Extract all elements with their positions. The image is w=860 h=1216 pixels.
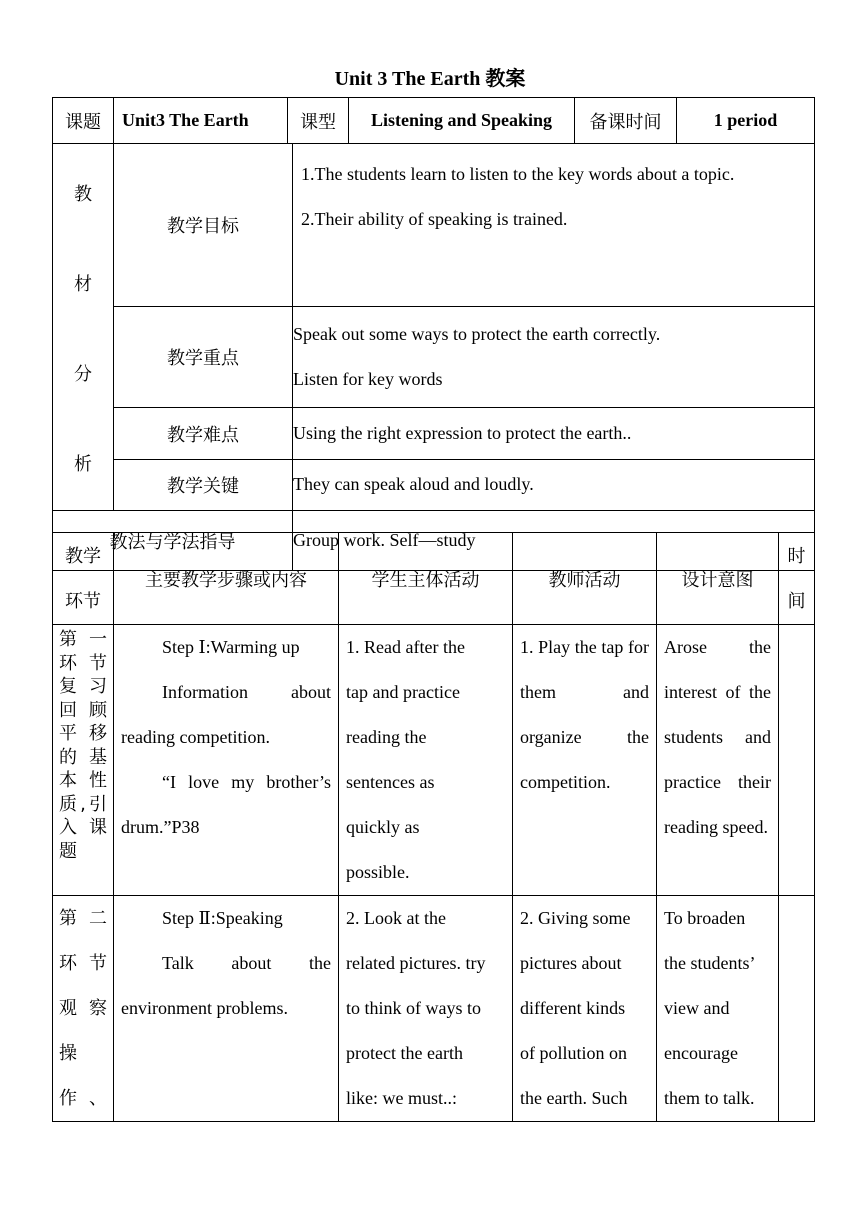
key-value: They can speak aloud and loudly.: [293, 459, 815, 510]
teacher-header: 教师活动: [513, 533, 657, 625]
topic-value: Unit3 The Earth: [114, 98, 288, 144]
step2-teacher: 2. Giving some pictures about different kinds of pollution on the earth. Such: [513, 896, 657, 1122]
material-analysis-table: [52, 143, 815, 571]
method-value: Group work. Self—study: [293, 511, 815, 571]
difficulty-label: 教学难点: [114, 408, 293, 459]
step1-student: 1. Read after the tap and practice reading the sentences as quickly as possible.: [339, 625, 513, 896]
step2-stage: 第 二 环 节 观 察 操 作 、: [53, 896, 114, 1122]
side-char: 教: [74, 184, 92, 205]
goal-item: 2.Their ability of speaking is trained.: [301, 209, 568, 229]
intent-header: 设计意图: [657, 533, 779, 625]
stage-header: [53, 533, 114, 625]
table-row: [53, 896, 815, 1122]
step1-teacher: 1. Play the tap for them and organize the competition.: [513, 625, 657, 896]
side-char: 析: [74, 454, 92, 475]
step1-stage: 第 一 环 节 复 习 回 顾 平 移 的 基 本 性 质,引 入 课 题: [53, 625, 114, 896]
time-header-line: 时: [787, 545, 806, 567]
step1-intent: Arose the interest of the students and practice their reading speed.: [657, 625, 779, 896]
time-header: [779, 533, 815, 625]
time-label: 备课时间: [575, 98, 677, 144]
key-point-item: Speak out some ways to protect the earth correctly.: [293, 324, 661, 345]
goals-cell: [293, 144, 815, 307]
analysis-side-label: [53, 144, 114, 511]
difficulty-value: Using the right expression to protect the earth..: [293, 408, 815, 459]
step2-intent: To broaden the students’ view and encourage them to talk.: [657, 896, 779, 1122]
type-value: Listening and Speaking: [349, 98, 575, 144]
topic-label: 课题: [53, 98, 114, 144]
content-header: 主要教学步骤或内容: [114, 533, 339, 625]
key-label: 教学关键: [114, 459, 293, 510]
page-title: Unit 3 The Earth 教案: [334, 68, 526, 90]
goals-label: 教学目标: [114, 144, 293, 307]
key-points-cell: [293, 306, 815, 408]
teaching-steps-table: [52, 532, 815, 1122]
stage-header-line: 环节: [65, 590, 101, 612]
side-char: 分: [74, 364, 92, 385]
goal-item: 1.The students learn to listen to the key words about a topic.: [301, 164, 735, 184]
student-header: 学生主体活动: [339, 533, 513, 625]
method-label: 教法与学法指导: [53, 511, 293, 571]
step2-student: 2. Look at the related pictures. try to think of ways to protect the earth like: we must..:: [339, 896, 513, 1122]
step2-time: [779, 896, 815, 1122]
type-label: 课型: [288, 98, 349, 144]
key-point-item: Listen for key words: [293, 369, 443, 390]
step2-content: Step Ⅱ:Speaking Talk about the environment problems.: [114, 896, 339, 1122]
lesson-header-table: [52, 97, 815, 144]
key-points-label: 教学重点: [114, 306, 293, 408]
step1-content: Step Ⅰ:Warming up Information about reading competition. “I love my brother’s drum.”P38: [114, 625, 339, 896]
step1-time: [779, 625, 815, 896]
time-header-line: 间: [787, 590, 806, 612]
time-value: 1 period: [677, 98, 815, 144]
table-row: [53, 625, 815, 896]
stage-header-line: 教学: [65, 545, 101, 567]
side-char: 材: [74, 274, 92, 295]
